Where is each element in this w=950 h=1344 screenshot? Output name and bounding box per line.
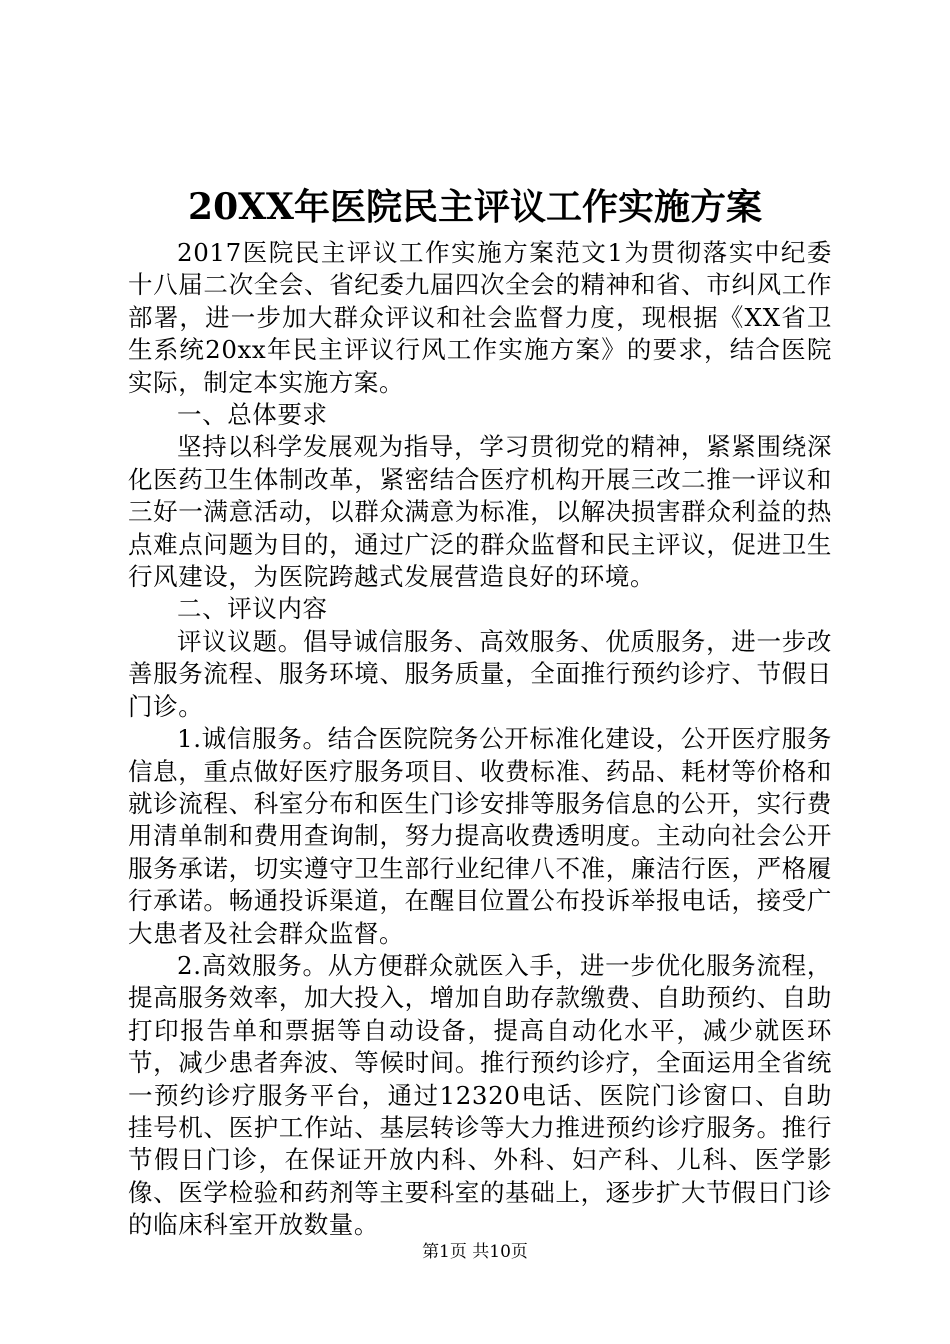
document-body — [128, 237, 832, 1242]
page-number-footer: 第1页 共10页 — [422, 1242, 528, 1262]
general-requirements-paragraph: 坚持以科学发展观为指导，学习贯彻党的精神，紧紧围绕深化医药卫生体制改革，紧密结合医疗机构开展三改二推一评议和三好一满意活动，以群众满意为标准，以解决损害群众利益的热点难点问题为目的，通过广泛的群众监督和民主评议，促进卫生行风建设，为医院跨越式发展营造良好的环境。 — [128, 432, 832, 592]
section-heading-evaluation-content: 二、评议内容 — [177, 594, 328, 624]
evaluation-topic-paragraph: 评议议题。倡导诚信服务、高效服务、优质服务，进一步改善服务流程、服务环境、服务质量，全面推行预约诊疗、节假日门诊。 — [128, 626, 832, 721]
document-title: 20XX年医院民主评议工作实施方案 — [188, 186, 762, 228]
integrity-service-paragraph: 1.诚信服务。结合医院院务公开标准化建设，公开医疗服务信息，重点做好医疗服务项目、收费标准、药品、耗材等价格和就诊流程、科室分布和医生门诊安排等服务信息的公开，实行费用清单制和费用查询制，努力提高收费透明度。主动向社会公开服务承诺，切实遵守卫生部行业纪律八不准，廉洁行医，严格履行承诺。畅通投诉渠道，在醒目位置公布投诉举报电话，接受广大患者及社会群众监督。 — [128, 724, 832, 948]
section-heading-general-requirements: 一、总体要求 — [177, 400, 328, 430]
intro-paragraph: 2017医院民主评议工作实施方案范文1为贯彻落实中纪委十八届二次全会、省纪委九届四次全会的精神和省、市纠风工作部署，进一步加大群众评议和社会监督力度，现根据《XX省卫生系统20xx年民主评议行风工作实施方案》的要求，结合医院实际，制定本实施方案。 — [128, 238, 832, 397]
efficient-service-paragraph: 2.高效服务。从方便群众就医入手，进一步优化服务流程，提高服务效率，加大投入，增加自助存款缴费、自助预约、自助打印报告单和票据等自动设备，提高自动化水平，减少就医环节，减少患者奔波、等候时间。推行预约诊疗，全面运用全省统一预约诊疗服务平台，通过12320电话、医院门诊窗口、自助挂号机、医护工作站、基层转诊等大力推进预约诊疗服务。推行节假日门诊，在保证开放内科、外科、妇产科、儿科、医学影像、医学检验和药剂等主要科室的基础上，逐步扩大节假日门诊的临床科室开放数量。 — [128, 950, 832, 1240]
